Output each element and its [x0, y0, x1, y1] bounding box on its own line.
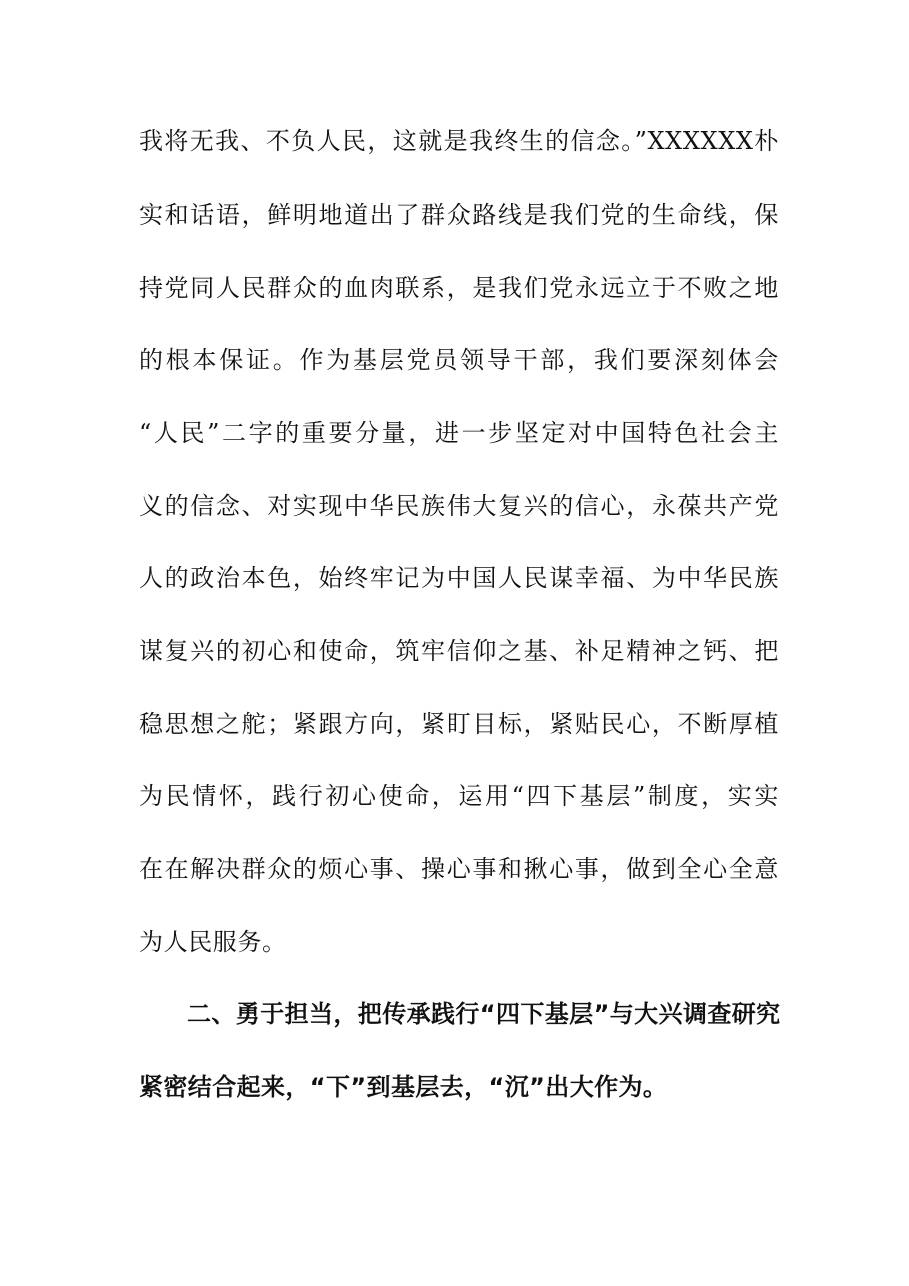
paragraph-line: 义的信念、对实现中华民族伟大复兴的信心，永葆共产党 — [139, 492, 779, 520]
paragraph-line: 谋复兴的初心和使命，筑牢信仰之基、补足精神之钙、把 — [139, 637, 779, 665]
paragraph-line: 为人民服务。 — [139, 928, 287, 956]
paragraph-line: 为民情怀，践行初心使命，运用“四下基层”制度，实实 — [139, 782, 779, 810]
section-heading-line: 紧密结合起来，“下”到基层去，“沉”出大作为。 — [139, 1073, 668, 1101]
paragraph-line: 的根本保证。作为基层党员领导干部，我们要深刻体会 — [139, 346, 779, 374]
paragraph-line: 在在解决群众的烦心事、操心事和揪心事，做到全心全意 — [139, 855, 779, 883]
paragraph-line: 稳思想之舵；紧跟方向，紧盯目标，紧贴民心，不断厚植 — [139, 710, 779, 738]
paragraph-line: 我将无我、不负人民，这就是我终生的信念。”XXXXXX朴 — [139, 127, 779, 155]
paragraph-line: 持党同人民群众的血肉联系，是我们党永远立于不败之地 — [139, 274, 779, 302]
paragraph-line: 实和话语，鲜明地道出了群众路线是我们党的生命线，保 — [139, 201, 779, 229]
section-heading-line: 二、勇于担当，把传承践行“四下基层”与大兴调查研究 — [187, 1000, 781, 1028]
paragraph-line: “人民”二字的重要分量，进一步坚定对中国特色社会主 — [139, 419, 779, 447]
paragraph-line: 人的政治本色，始终牢记为中国人民谋幸福、为中华民族 — [139, 564, 779, 592]
